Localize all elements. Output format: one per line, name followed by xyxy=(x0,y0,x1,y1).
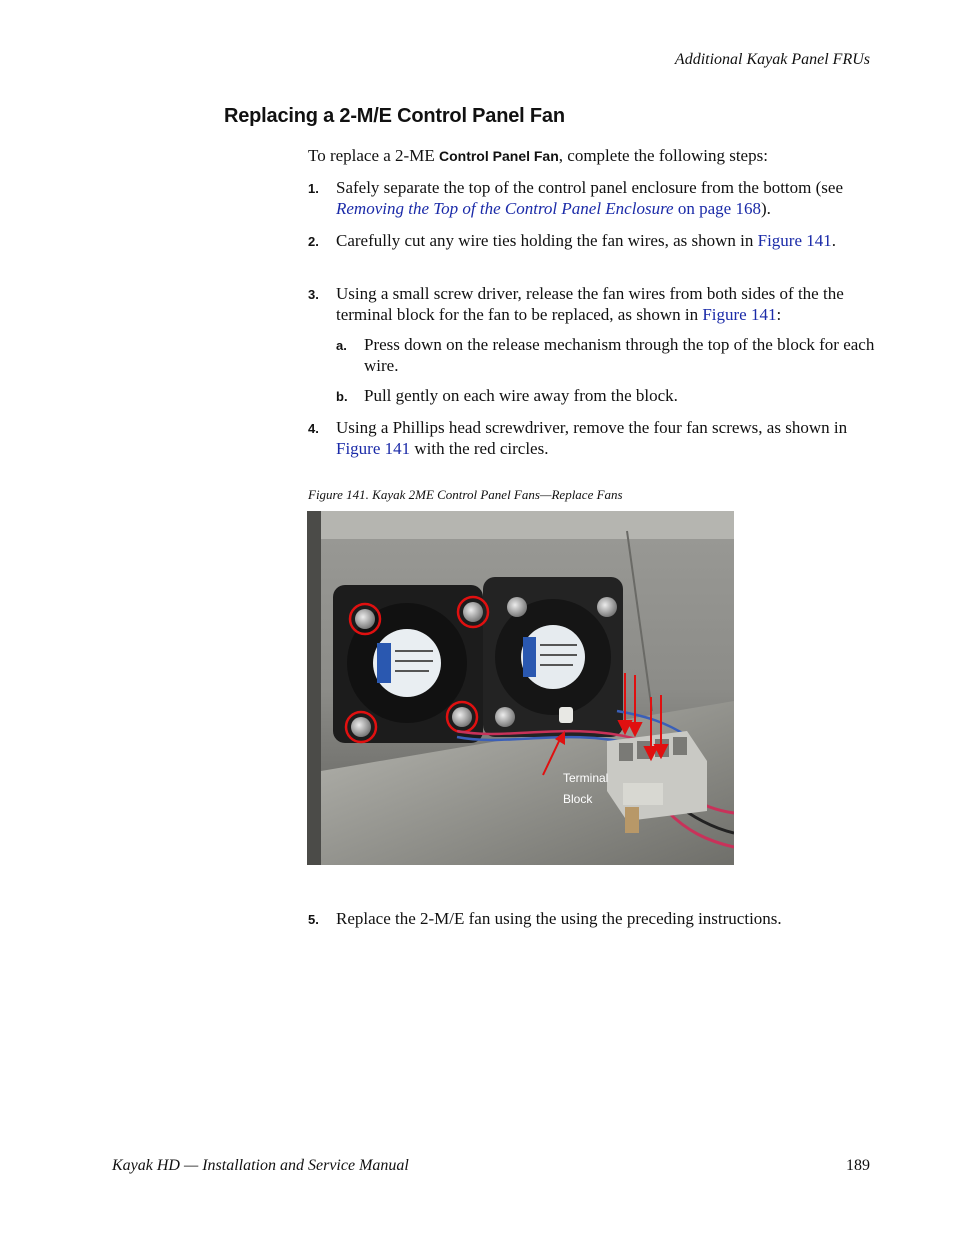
callout-label-line2: Block xyxy=(563,792,593,806)
fan-screw xyxy=(452,707,472,727)
step-text: Using a Phillips head screwdriver, remove the four fan screws, as shown in xyxy=(336,418,848,437)
step-text-end: : xyxy=(776,305,782,324)
step-text-end: with the red circles. xyxy=(410,439,549,458)
cross-reference-link[interactable]: Removing the Top of the Control Panel Enclosure xyxy=(336,199,674,218)
running-header: Additional Kayak Panel FRUs xyxy=(674,51,870,68)
fan-screw xyxy=(351,717,371,737)
enclosure-left-wall xyxy=(307,511,321,865)
section-title: Replacing a 2-M/E Control Panel Fan xyxy=(224,105,565,127)
step-text: Safely separate the top of the control panel enclosure from the bottom (see xyxy=(336,178,843,197)
step-text: Using a small screw driver, release the fan wires from both sides of the the terminal block for the fan to be replaced, as shown in xyxy=(336,284,844,324)
step-number: 2. xyxy=(308,234,319,249)
substep-letter: b. xyxy=(336,389,348,404)
intro-prefix: To replace a 2-ME xyxy=(308,146,439,165)
fan-screw xyxy=(597,597,617,617)
fan-screw xyxy=(355,609,375,629)
step-number: 1. xyxy=(308,181,319,196)
figure-link[interactable]: Figure 141 xyxy=(702,305,777,324)
step-text: Replace the 2-M/E fan using the using the preceding instructions. xyxy=(336,909,782,928)
step-number: 5. xyxy=(308,912,319,927)
wire-tie xyxy=(559,707,573,723)
step-number: 4. xyxy=(308,421,319,436)
callout-label-line1: Terminal xyxy=(563,771,609,785)
fan-photo-figure xyxy=(307,511,734,865)
page-reference-link[interactable]: on page 168 xyxy=(673,199,761,218)
intro-suffix: , complete the following steps: xyxy=(558,146,768,165)
fan-screw xyxy=(495,707,515,727)
substep-letter: a. xyxy=(336,338,347,353)
intro-paragraph xyxy=(308,145,878,167)
step-text-end: ). xyxy=(760,199,771,218)
enclosure-top-edge xyxy=(307,511,734,539)
page-number: 189 xyxy=(846,1157,870,1174)
fan-screw xyxy=(507,597,527,617)
intro-bold-term: Control Panel Fan xyxy=(438,148,559,164)
figure-link[interactable]: Figure 141 xyxy=(336,439,411,458)
footer-manual-title: Kayak HD — Installation and Service Manual xyxy=(112,1157,409,1174)
figure-link[interactable]: Figure 141 xyxy=(757,231,832,250)
step-text: Carefully cut any wire ties holding the fan wires, as shown in xyxy=(336,231,758,250)
step-text-end: . xyxy=(831,231,836,250)
step-number: 3. xyxy=(308,287,319,302)
fan-screw xyxy=(463,602,483,622)
substep-text: Press down on the release mechanism through the top of the block for each wire. xyxy=(364,335,875,375)
figure-caption: Figure 141. Kayak 2ME Control Panel Fans—Replace Fans xyxy=(308,487,623,502)
substep-text: Pull gently on each wire away from the block. xyxy=(364,386,678,405)
